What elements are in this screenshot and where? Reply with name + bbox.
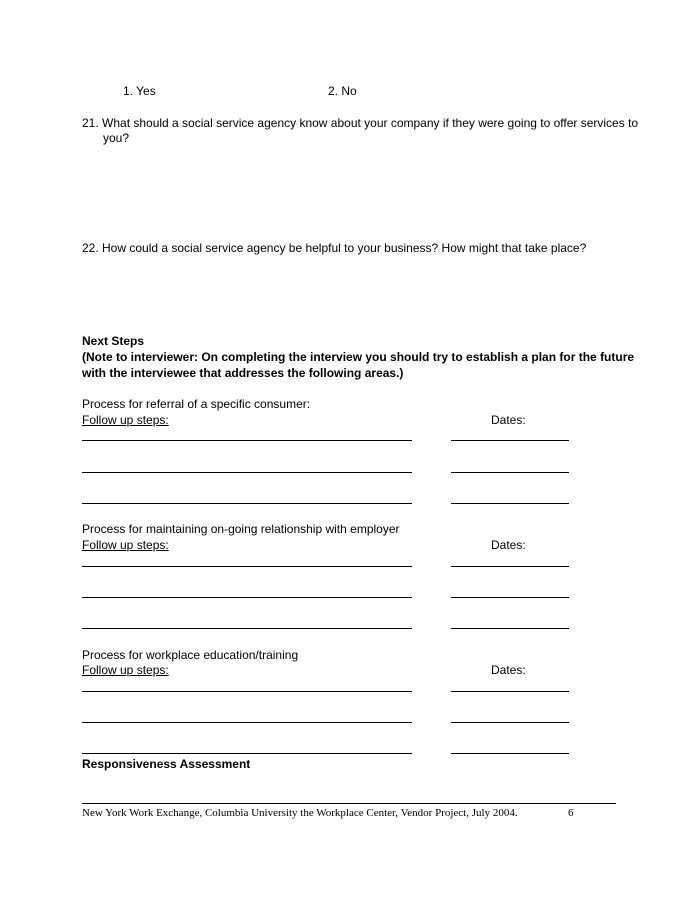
follow-up-label: Follow up steps: <box>82 413 169 427</box>
follow-up-line[interactable] <box>82 566 412 567</box>
follow-up-label: Follow up steps: <box>82 663 169 677</box>
question-21-line1: 21. What should a social service agency know about your company if they were going to offer services to <box>82 116 639 130</box>
interviewer-note-line1: (Note to interviewer: On completing the interview you should try to establish a plan for the future <box>82 350 635 364</box>
footer-rule <box>82 803 616 804</box>
follow-up-line[interactable] <box>82 753 412 754</box>
page-number: 6 <box>568 807 574 819</box>
date-line[interactable] <box>451 722 569 723</box>
interviewer-note-line2: with the interviewee that addresses the following areas.) <box>82 366 404 380</box>
date-line[interactable] <box>451 597 569 598</box>
date-line[interactable] <box>451 691 569 692</box>
date-line[interactable] <box>451 503 569 504</box>
date-line[interactable] <box>451 440 569 441</box>
date-line[interactable] <box>451 628 569 629</box>
answer-yes: 1. Yes <box>123 84 156 98</box>
dates-label: Dates: <box>491 413 526 427</box>
date-line[interactable] <box>451 753 569 754</box>
follow-up-line[interactable] <box>82 691 412 692</box>
dates-label: Dates: <box>491 538 526 552</box>
date-line[interactable] <box>451 566 569 567</box>
footer-text: New York Work Exchange, Columbia University the Workplace Center, Vendor Project, July 2004. <box>82 807 518 819</box>
question-22: 22. How could a social service agency be helpful to your business? How might that take place? <box>82 241 587 255</box>
follow-up-line[interactable] <box>82 597 412 598</box>
date-line[interactable] <box>451 472 569 473</box>
follow-up-line[interactable] <box>82 440 412 441</box>
answer-no: 2. No <box>328 84 357 98</box>
section-title: Process for maintaining on-going relationship with employer <box>82 522 400 536</box>
question-21-line2: you? <box>103 131 130 145</box>
follow-up-line[interactable] <box>82 722 412 723</box>
follow-up-line[interactable] <box>82 472 412 473</box>
follow-up-line[interactable] <box>82 503 412 504</box>
section-title: Process for referral of a specific consumer: <box>82 397 311 411</box>
responsiveness-heading: Responsiveness Assessment <box>82 757 251 771</box>
follow-up-label: Follow up steps: <box>82 538 169 552</box>
section-title: Process for workplace education/training <box>82 648 299 662</box>
follow-up-line[interactable] <box>82 628 412 629</box>
next-steps-heading: Next Steps <box>82 334 145 348</box>
dates-label: Dates: <box>491 663 526 677</box>
